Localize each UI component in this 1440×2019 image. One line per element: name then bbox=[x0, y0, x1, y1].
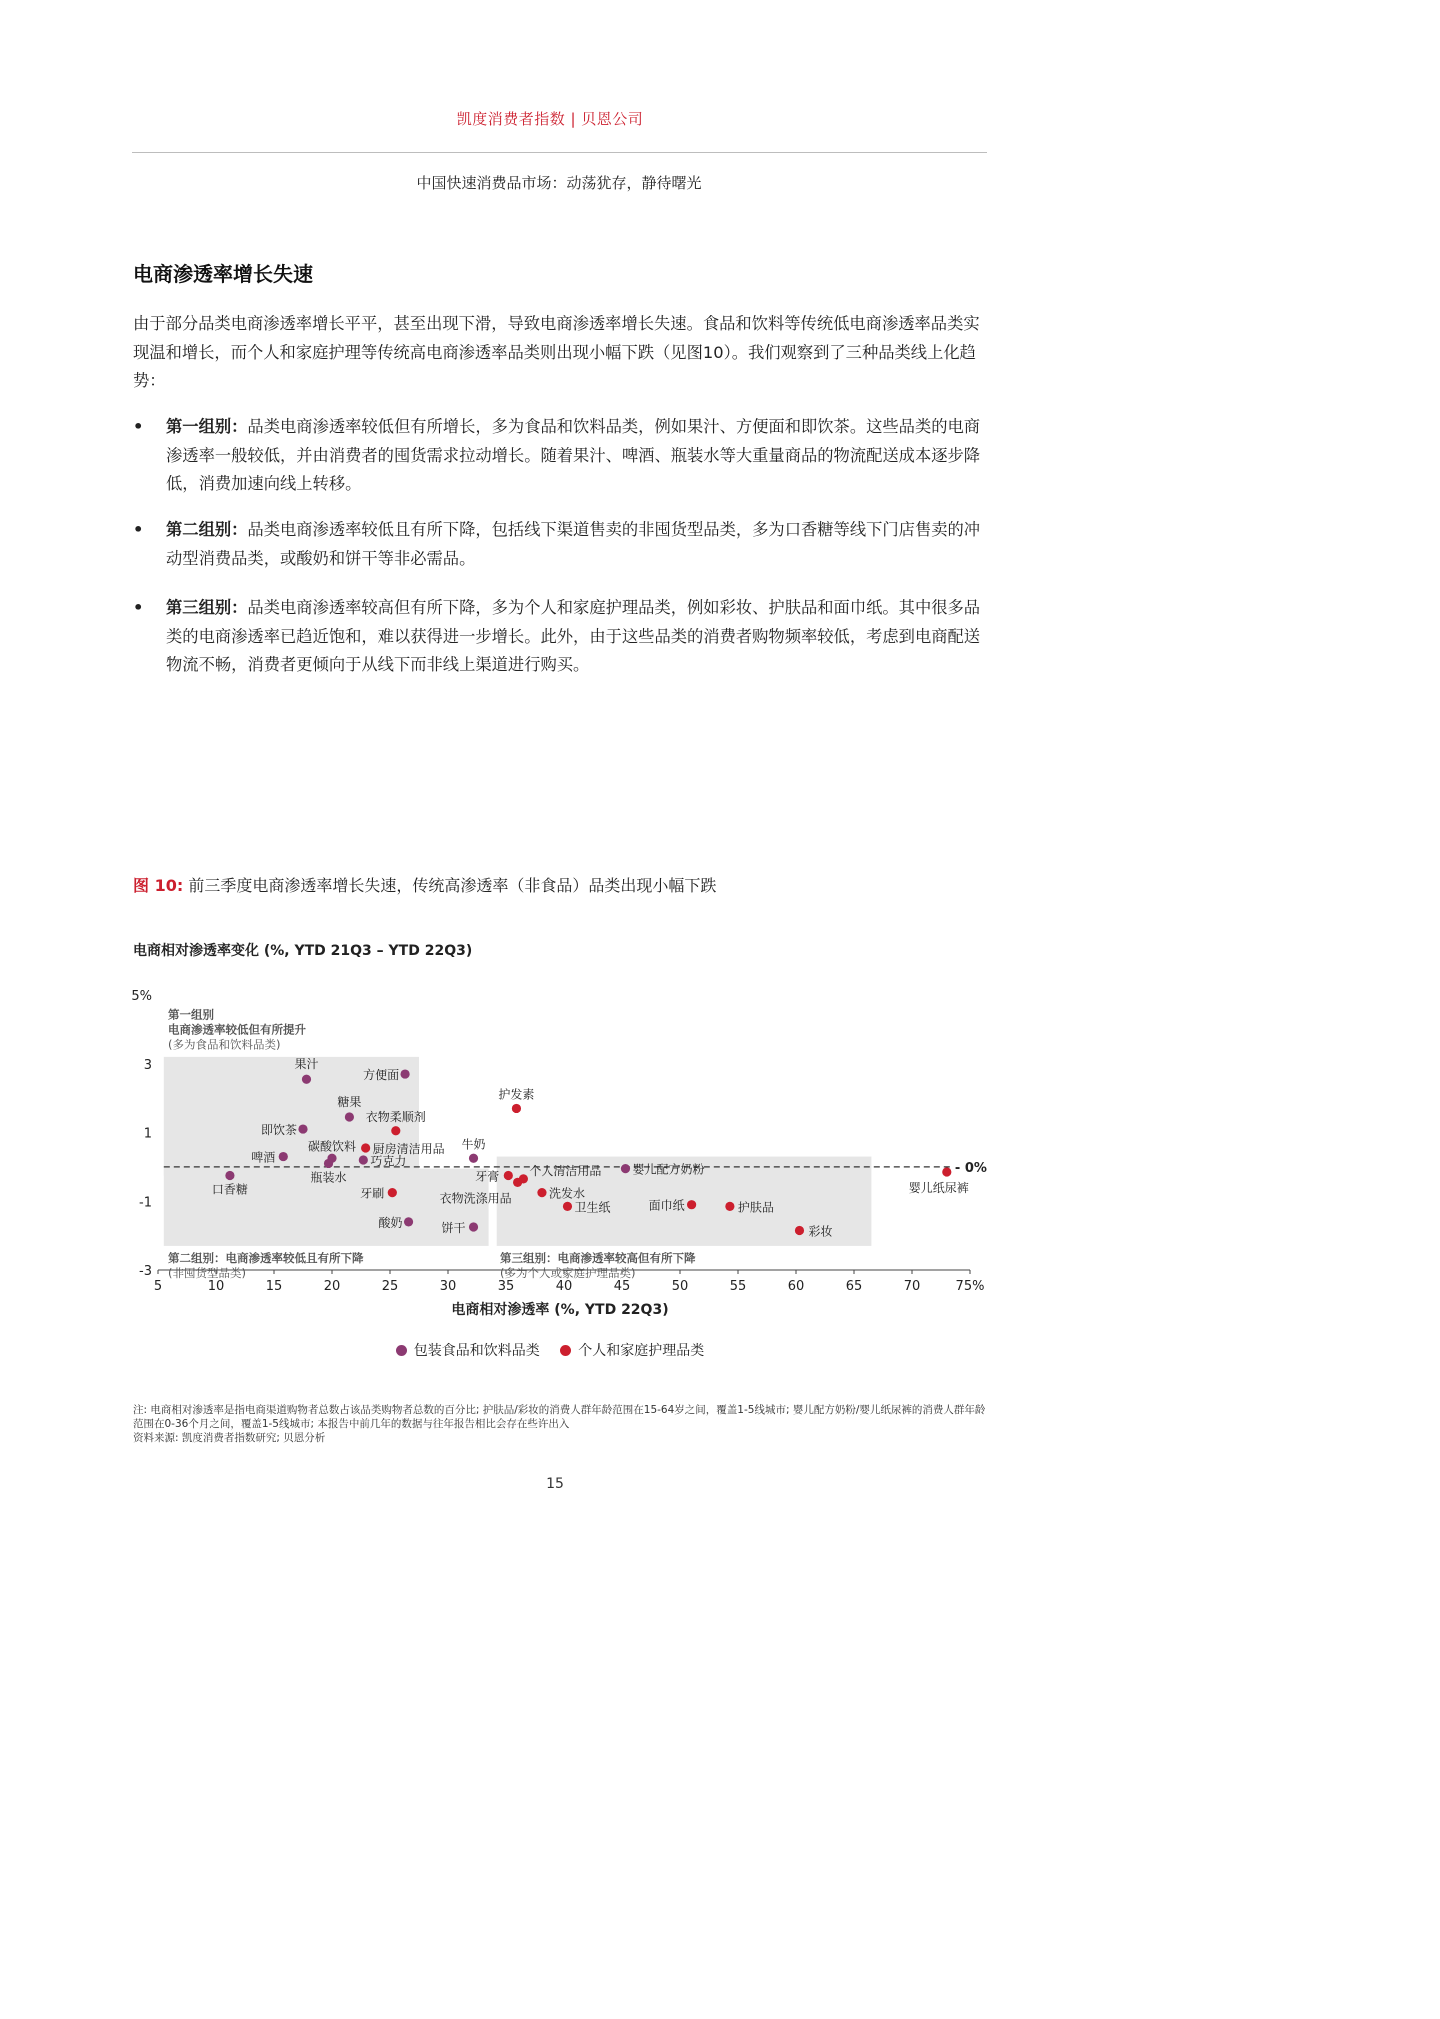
bullet-dot: • bbox=[133, 598, 144, 617]
care-point bbox=[795, 1226, 804, 1235]
food-point bbox=[469, 1222, 478, 1231]
food-point bbox=[400, 1069, 409, 1078]
point-label: 巧克力 bbox=[370, 1154, 407, 1168]
point-label: 酸奶 bbox=[378, 1215, 403, 1230]
care-point bbox=[537, 1188, 546, 1197]
y-tick-label: 3 bbox=[143, 1057, 152, 1073]
legend-label-food: 包装食品和饮料品类 bbox=[413, 1343, 540, 1359]
point-label: 口香糖 bbox=[211, 1182, 248, 1197]
figure-title: 前三季度电商渗透率增长失速，传统高渗透率（非食品）品类出现小幅下跌 bbox=[188, 876, 717, 895]
bullet-label: 第一组别： bbox=[166, 417, 248, 436]
legend-item-food bbox=[396, 1340, 540, 1360]
care-point bbox=[504, 1171, 513, 1180]
food-point bbox=[298, 1124, 307, 1133]
point-label: 啤酒 bbox=[251, 1150, 276, 1165]
group-1-title: 第一组别 bbox=[168, 1007, 214, 1022]
point-label: 衣物洗涤用品 bbox=[439, 1191, 512, 1206]
point-label: 个人清洁用品 bbox=[529, 1163, 602, 1178]
x-tick-label: 10 bbox=[207, 1279, 225, 1294]
bullet-text: 品类电商渗透率较低但有所增长，多为食品和饮料品类，例如果汁、方便面和即饮茶。这些品类的电商渗透率一般较低，并由消费者的囤货需求拉动增长。随着果汁、啤酒、瓶装水等大重量商品的物流配送成本逐步降低，消费加速向线上转移。 bbox=[166, 417, 981, 493]
legend-item-care bbox=[560, 1340, 704, 1360]
care-point bbox=[388, 1188, 397, 1197]
food-point bbox=[279, 1152, 288, 1161]
point-label: 瓶装水 bbox=[310, 1170, 347, 1185]
page-number: 15 bbox=[546, 1476, 564, 1492]
care-point bbox=[942, 1167, 951, 1176]
x-tick-label: 15 bbox=[265, 1279, 283, 1294]
food-point bbox=[469, 1154, 478, 1163]
group-2-title: 第二组别：电商渗透率较低且有所下降 bbox=[168, 1250, 364, 1265]
group-1-note: (多为食品和饮料品类) bbox=[168, 1037, 281, 1052]
point-label: 牛奶 bbox=[461, 1137, 486, 1152]
food-point bbox=[302, 1075, 311, 1084]
point-label: 即饮茶 bbox=[260, 1123, 297, 1138]
care-point bbox=[513, 1178, 522, 1187]
point-label: 果汁 bbox=[294, 1057, 319, 1072]
report-header: 凯度消费者指数 | 贝恩公司 bbox=[456, 110, 644, 128]
group-1-desc: 电商渗透率较低但有所提升 bbox=[168, 1022, 306, 1037]
x-tick-label: 5 bbox=[153, 1279, 163, 1294]
point-label: 方便面 bbox=[363, 1068, 400, 1083]
group-3-note: (多为个人或家庭护理品类) bbox=[500, 1265, 636, 1280]
point-label: 牙刷 bbox=[360, 1186, 385, 1201]
point-label: 面巾纸 bbox=[648, 1198, 685, 1213]
legend-label-care: 个人和家庭护理品类 bbox=[578, 1343, 705, 1359]
x-tick-label: 65 bbox=[845, 1279, 863, 1294]
section-title: 电商渗透率增长失速 bbox=[133, 262, 313, 286]
chart-notes bbox=[133, 1403, 993, 1445]
x-tick-label: 70 bbox=[903, 1279, 921, 1294]
bullet-label: 第三组别： bbox=[166, 598, 248, 617]
bullet-label: 第二组别： bbox=[166, 520, 248, 539]
bullet-dot: • bbox=[133, 520, 144, 539]
chart-note: 注: 电商相对渗透率是指电商渠道购物者总数占该品类购物者总数的百分比; 护肤品/彩妆的消费人群年龄范围在15-64岁之间，覆盖1-5线城市; 婴儿配方奶粉/婴儿纸尿裤的消费人群年龄范围在0-36个月之间，覆盖1-5线城市; 本报告中前几年的数据与往年报告相比会存在些许出入 bbox=[133, 1404, 986, 1430]
legend-swatch-care bbox=[560, 1345, 571, 1356]
point-label: 护肤品 bbox=[737, 1200, 774, 1215]
food-point bbox=[345, 1112, 354, 1121]
point-label: 牙膏 bbox=[475, 1169, 500, 1184]
point-label: 厨房清洁用品 bbox=[372, 1141, 445, 1156]
report-subtitle: 中国快速消费品市场：动荡犹存，静待曙光 bbox=[416, 174, 702, 192]
food-point bbox=[225, 1171, 234, 1180]
x-tick-label: 30 bbox=[439, 1279, 457, 1294]
x-tick-label: 75% bbox=[955, 1279, 985, 1294]
figure-number: 图 10: bbox=[133, 876, 184, 895]
x-tick-label: 50 bbox=[671, 1279, 689, 1294]
care-point bbox=[687, 1200, 696, 1209]
x-tick-label: 35 bbox=[497, 1279, 515, 1294]
point-label: 彩妆 bbox=[808, 1224, 833, 1239]
chart-y-title: 电商相对渗透率变化 (%, YTD 21Q3 – YTD 22Q3) bbox=[133, 943, 473, 959]
chart-source: 资料来源: 凯度消费者指数研究; 贝恩分析 bbox=[133, 1432, 326, 1444]
x-tick-label: 40 bbox=[555, 1279, 573, 1294]
x-tick-label: 45 bbox=[613, 1279, 631, 1294]
group-2-note: (非囤货型品类) bbox=[168, 1265, 246, 1280]
y-tick-label: 1 bbox=[143, 1126, 152, 1142]
zero-reference-label: - 0% bbox=[954, 1160, 987, 1176]
point-label: 糖果 bbox=[337, 1095, 362, 1110]
x-tick-label: 20 bbox=[323, 1279, 341, 1294]
food-point bbox=[324, 1159, 333, 1168]
point-label: 婴儿纸尿裤 bbox=[908, 1181, 969, 1196]
bullet-dot: • bbox=[133, 417, 144, 436]
y-tick-label: -3 bbox=[139, 1264, 152, 1279]
food-point bbox=[359, 1155, 368, 1164]
care-point bbox=[512, 1104, 521, 1113]
care-point bbox=[391, 1126, 400, 1135]
x-tick-label: 60 bbox=[787, 1279, 805, 1294]
point-label: 饼干 bbox=[441, 1221, 466, 1236]
y-tick-label: 5% bbox=[131, 989, 152, 1004]
group-3-title: 第三组别：电商渗透率较高但有所下降 bbox=[500, 1250, 696, 1265]
point-label: 碳酸饮料 bbox=[307, 1139, 357, 1154]
x-tick-label: 25 bbox=[381, 1279, 399, 1294]
care-point bbox=[563, 1202, 572, 1211]
food-point bbox=[404, 1217, 413, 1226]
point-label: 洗发水 bbox=[548, 1186, 585, 1201]
care-point bbox=[361, 1143, 370, 1152]
section-intro: 由于部分品类电商渗透率增长平平，甚至出现下滑，导致电商渗透率增长失速。食品和饮料等传统低电商渗透率品类实现温和增长，而个人和家庭护理等传统高电商渗透率品类则出现小幅下跌（见图10）。我们观察到了三种品类线上化趋势： bbox=[133, 314, 980, 390]
point-label: 婴儿配方奶粉 bbox=[632, 1162, 705, 1177]
bullet-text: 品类电商渗透率较低且有所下降，包括线下渠道售卖的非囤货型品类，多为口香糖等线下门店售卖的冲动型消费品类，或酸奶和饼干等非必需品。 bbox=[166, 520, 981, 568]
food-point bbox=[621, 1164, 630, 1173]
point-label: 衣物柔顺剂 bbox=[365, 1109, 426, 1124]
chart-legend bbox=[0, 1340, 1100, 1360]
point-label: 卫生纸 bbox=[574, 1200, 611, 1215]
chart-x-title: 电商相对渗透率 (%, YTD 22Q3) bbox=[451, 1302, 669, 1318]
legend-swatch-food bbox=[396, 1345, 407, 1356]
y-tick-label: -1 bbox=[139, 1195, 152, 1211]
x-tick-label: 55 bbox=[729, 1279, 747, 1294]
bullet-text: 品类电商渗透率较高但有所下降，多为个人和家庭护理品类，例如彩妆、护肤品和面巾纸。其中很多品类的电商渗透率已趋近饱和，难以获得进一步增长。此外，由于这些品类的消费者购物频率较低，考虑到电商配送物流不畅，消费者更倾向于从线下而非线上渠道进行购买。 bbox=[166, 598, 981, 674]
care-point bbox=[725, 1202, 734, 1211]
point-label: 护发素 bbox=[498, 1087, 535, 1102]
